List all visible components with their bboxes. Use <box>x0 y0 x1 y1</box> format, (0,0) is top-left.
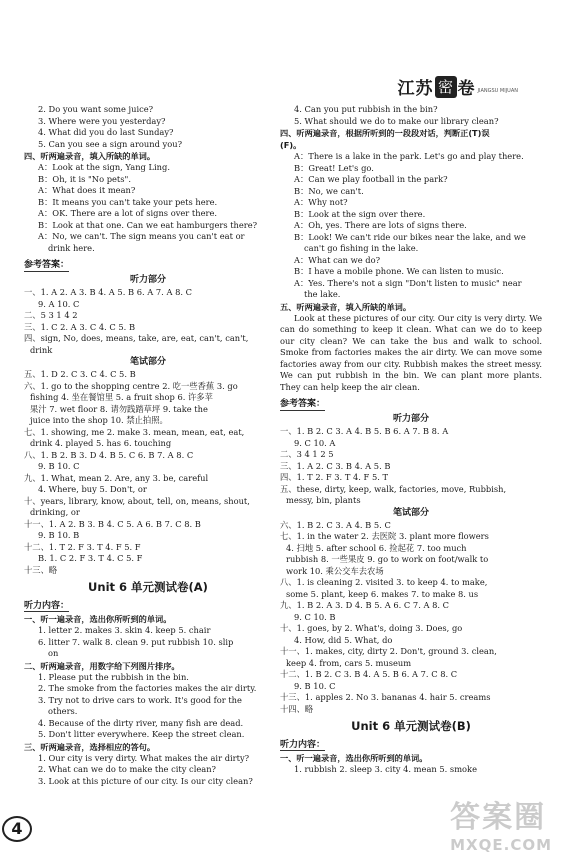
text-line: B：No, we can't. <box>294 185 364 196</box>
listening-content-label-wrap <box>280 737 542 752</box>
section-heading: (F)。 <box>280 140 302 150</box>
text-line: B：Oh, it is "No pets". <box>38 173 131 184</box>
text-line: 1. Please put the rubbish in the bin. <box>38 671 189 682</box>
text-line: 4. Can you put rubbish in the bin? <box>294 104 438 114</box>
text-line: 十三、1. apples 2. No 3. bananas 4. hair 5. creams <box>280 692 491 702</box>
section-heading: 一、听一遍录音，选出你所听到的单词。 <box>24 614 172 624</box>
text-line: 2. Do you want some juice? <box>38 104 154 114</box>
text-line: A：Yes. There's not a sign "Don't listen to music" near <box>294 277 522 288</box>
section-heading: 三、听两遍录音，选择相应的答句。 <box>24 741 156 752</box>
text-line: 十二、1. T 2. F 3. T 4. F 5. F <box>24 541 141 552</box>
paragraph: Look at these pictures of our city. Our city is very dirty. We can do something to keep it clean. What can we do to keep our city clean? We can take the bus and walk to school. Smoke from factories makes the air dirty. We can move some factories away from our city. Rubbish makes the street messy. We can put rubbish in the bin. We can plant more plants. They can help keep the air clean. <box>280 312 542 392</box>
text-line: A：Oh, yes. There are lots of signs there. <box>294 220 467 230</box>
text-line: can't go fishing in the lake. <box>304 243 419 253</box>
text-line: 1. rubbish 2. sleep 3. city 4. mean 5. smoke <box>294 764 477 774</box>
part-title: 笔试部分 <box>129 357 166 367</box>
brand-logo-icon: 密 <box>435 76 457 98</box>
text-line: 6. litter 7. walk 8. clean 9. put rubbish 10. slip <box>38 636 234 647</box>
unit-title: Unit 6 单元测试卷(B) <box>351 719 471 733</box>
text-line: A：What does it mean? <box>38 185 136 195</box>
text-line: 9. A 10. C <box>38 298 80 309</box>
text-line: 十、years, library, know, about, tell, on, means, shout, <box>24 495 250 506</box>
text-line: on <box>48 648 59 658</box>
text-line: A：No, we can't. The sign means you can't eat or <box>38 231 245 241</box>
text-line: 十二、1. B 2. C 3. B 4. A 5. B 6. A 7. C 8. C <box>280 669 458 679</box>
text-line: 9. C 10. A <box>294 437 336 448</box>
text-line: 一、1. B 2. C 3. A 4. B 5. B 6. A 7. B 8. A <box>280 426 449 436</box>
text-line: A：There is a lake in the park. Let's go and play there. <box>294 151 524 161</box>
watermark <box>450 792 552 854</box>
section-heading: 一、听一遍录音，选出你所听到的单词。 <box>280 753 428 763</box>
text-line: 九、1. B 2. A 3. D 4. B 5. A 6. C 7. A 8. C <box>280 600 450 610</box>
section-heading: 五、听两遍录音，填入所缺的单词。 <box>280 301 412 312</box>
text-line: 1. letter 2. makes 3. skin 4. keep 5. chair <box>38 625 211 635</box>
text-line: 十一、1. A 2. B 3. B 4. C 5. A 6. B 7. C 8. B <box>24 518 201 529</box>
text-line: 三、1. C 2. A 3. C 4. C 5. B <box>24 321 136 332</box>
text-line: 9. B 10. B <box>38 530 80 540</box>
text-line: 二、3 4 1 2 5 <box>280 449 334 459</box>
text-line: 4. 扫地 5. after school 6. 捡起花 7. too much <box>286 542 467 553</box>
text-line: 5. Don't litter everywhere. Keep the street clean. <box>38 729 245 739</box>
text-line: 1. Our city is very dirty. What makes the air dirty? <box>38 752 250 763</box>
text-line: 七、1. in the water 2. 去医院 3. plant more flowers <box>280 531 489 541</box>
text-line: keep 4. from, cars 5. museum <box>286 657 412 668</box>
text-line: 5. Can you see a sign around you? <box>38 138 183 149</box>
section-heading: 二、听两遍录音，用数字给下列图片排序。 <box>24 660 180 671</box>
page-number: 4 <box>2 816 32 842</box>
text-line: A：Can we play football in the park? <box>294 174 448 184</box>
text-line: work 10. 乘公交车去农场 <box>286 565 384 576</box>
text-line: 六、1. go to the shopping centre 2. 吃一些香蕉 3. go <box>24 380 238 391</box>
text-line: the lake. <box>304 289 341 299</box>
text-line: drinking, or <box>30 507 80 517</box>
text-line: drink 4. played 5. has 6. touching <box>30 438 172 448</box>
text-line: others. <box>48 706 78 716</box>
section-heading: 四、听两遍录音，填入所缺的单词。 <box>24 151 156 161</box>
text-line: A：OK. There are a lot of signs over there. <box>38 208 217 218</box>
text-line: 十、1. goes, by 2. What's, doing 3. Does, go <box>280 623 463 633</box>
text-line: B：It means you can't take your pets here. <box>38 196 218 207</box>
answer-key-title-wrap <box>280 393 542 413</box>
answer-key-title-wrap <box>24 254 272 274</box>
text-line: rubbish 8. 一些果皮 9. go to work on foot/walk to <box>286 554 489 564</box>
text-line: 五、these, dirty, keep, walk, factories, move, Rubbish, <box>280 483 507 494</box>
answer-key-title: 参考答案： <box>24 257 69 272</box>
listening-content-label: 听力内容： <box>24 598 69 612</box>
watermark-url: MXQE.COM <box>450 836 552 854</box>
left-column <box>24 104 272 787</box>
text-line: 十四、略 <box>280 703 314 714</box>
text-line: 3. Where were you yesterday? <box>38 115 166 126</box>
text-line: A：Look at the sign, Yang Ling. <box>38 162 170 172</box>
text-line: 四、sign, No, does, means, take, are, eat, can't, can't, <box>24 333 249 343</box>
text-line: 9. B 10. C <box>294 680 336 691</box>
text-line: 4. Where, buy 5. Don't, or <box>38 484 147 494</box>
text-line: 3. Look at this picture of our city. Is our city clean? <box>38 775 253 786</box>
text-line: A：Why not? <box>294 197 348 207</box>
text-line: B：Great! Let's go. <box>294 162 374 173</box>
text-line: 九、1. What, mean 2. Are, any 3. be, careful <box>24 472 209 483</box>
text-line: 4. How, did 5. What, do <box>294 634 393 645</box>
text-line: 2. The smoke from the factories makes the air dirty. <box>38 683 257 693</box>
text-line: drink <box>30 344 53 355</box>
brand-text-right: 卷 <box>457 79 476 99</box>
text-line: B：Look at that one. Can we eat hamburgers there? <box>38 219 258 230</box>
text-line: 三、1. A 2. C 3. B 4. A 5. B <box>280 460 391 471</box>
text-line: 4. Because of the dirty river, many fish are dead. <box>38 717 244 728</box>
text-line: 十一、1. makes, city, dirty 2. Don't, ground 3. clean, <box>280 646 497 656</box>
watermark-logo-text: 答案圈 <box>450 800 547 835</box>
unit-title: Unit 6 单元测试卷(A) <box>88 580 208 594</box>
text-line: 果汁 7. wet floor 8. 请勿践踏草坪 9. take the <box>30 403 208 414</box>
text-line: 七、1. showing, me 2. make 3. mean, mean, eat, eat, <box>24 426 245 437</box>
text-line: 十三、略 <box>24 564 58 575</box>
part-title: 笔试部分 <box>392 507 429 518</box>
text-line: some 5. plant, keep 6. makes 7. to make 8. us <box>286 588 479 599</box>
text-line: 六、1. B 2. C 3. A 4. B 5. C <box>280 519 391 530</box>
text-line: 四、1. T 2. F 3. T 4. F 5. T <box>280 472 389 482</box>
answer-key-title: 参考答案： <box>280 396 325 411</box>
listening-content-label-wrap <box>24 598 272 613</box>
part-title: 听力部分 <box>129 275 166 285</box>
text-line: B：Look! We can't ride our bikes near the lake, and we <box>294 231 526 242</box>
text-line: B：I have a mobile phone. We can listen to music. <box>294 266 504 276</box>
text-line: drink here. <box>48 242 95 253</box>
right-column <box>280 104 542 776</box>
text-line: A：What can we do? <box>294 254 381 265</box>
text-line: messy, bin, plants <box>286 495 361 505</box>
part-title: 听力部分 <box>392 414 429 424</box>
text-line: 4. What did you do last Sunday? <box>38 127 174 137</box>
text-line: 二、5 3 1 4 2 <box>24 310 78 320</box>
text-line: 9. B 10. C <box>38 461 80 471</box>
text-line: 八、1. B 2. B 3. D 4. B 5. C 6. B 7. A 8. C <box>24 449 194 460</box>
text-line: B：Look at the sign over there. <box>294 208 426 219</box>
brand-subtitle: JIANGSU MIJUAN <box>477 87 518 94</box>
page-header <box>398 74 519 99</box>
text-line: fishing 4. 坐在餐馆里 5. a fruit shop 6. 许多苹 <box>30 392 213 402</box>
text-line: 五、1. D 2. C 3. C 4. C 5. B <box>24 369 136 379</box>
text-line: 2. What can we do to make the city clean? <box>38 764 216 774</box>
text-line: 5. What should we do to make our library clean? <box>294 115 499 126</box>
text-line: 3. Try not to drive cars to work. It's good for the <box>38 694 242 705</box>
text-line: juice into the shop 10. 禁止拍照。 <box>30 415 168 425</box>
text-line: 八、1. is cleaning 2. visited 3. to keep 4. to make, <box>280 577 488 587</box>
text-line: 一、1. A 2. A 3. B 4. A 5. B 6. A 7. A 8. C <box>24 287 192 297</box>
listening-content-label: 听力内容： <box>280 737 325 751</box>
section-heading: 四、听两遍录音，根据所听到的一段段对话，判断正(T)误 <box>280 128 490 138</box>
brand-text-left: 江苏 <box>397 79 434 99</box>
text-line: B. 1. C 2. F 3. T 4. C 5. F <box>38 553 143 563</box>
text-line: 9. C 10. B <box>294 611 336 622</box>
